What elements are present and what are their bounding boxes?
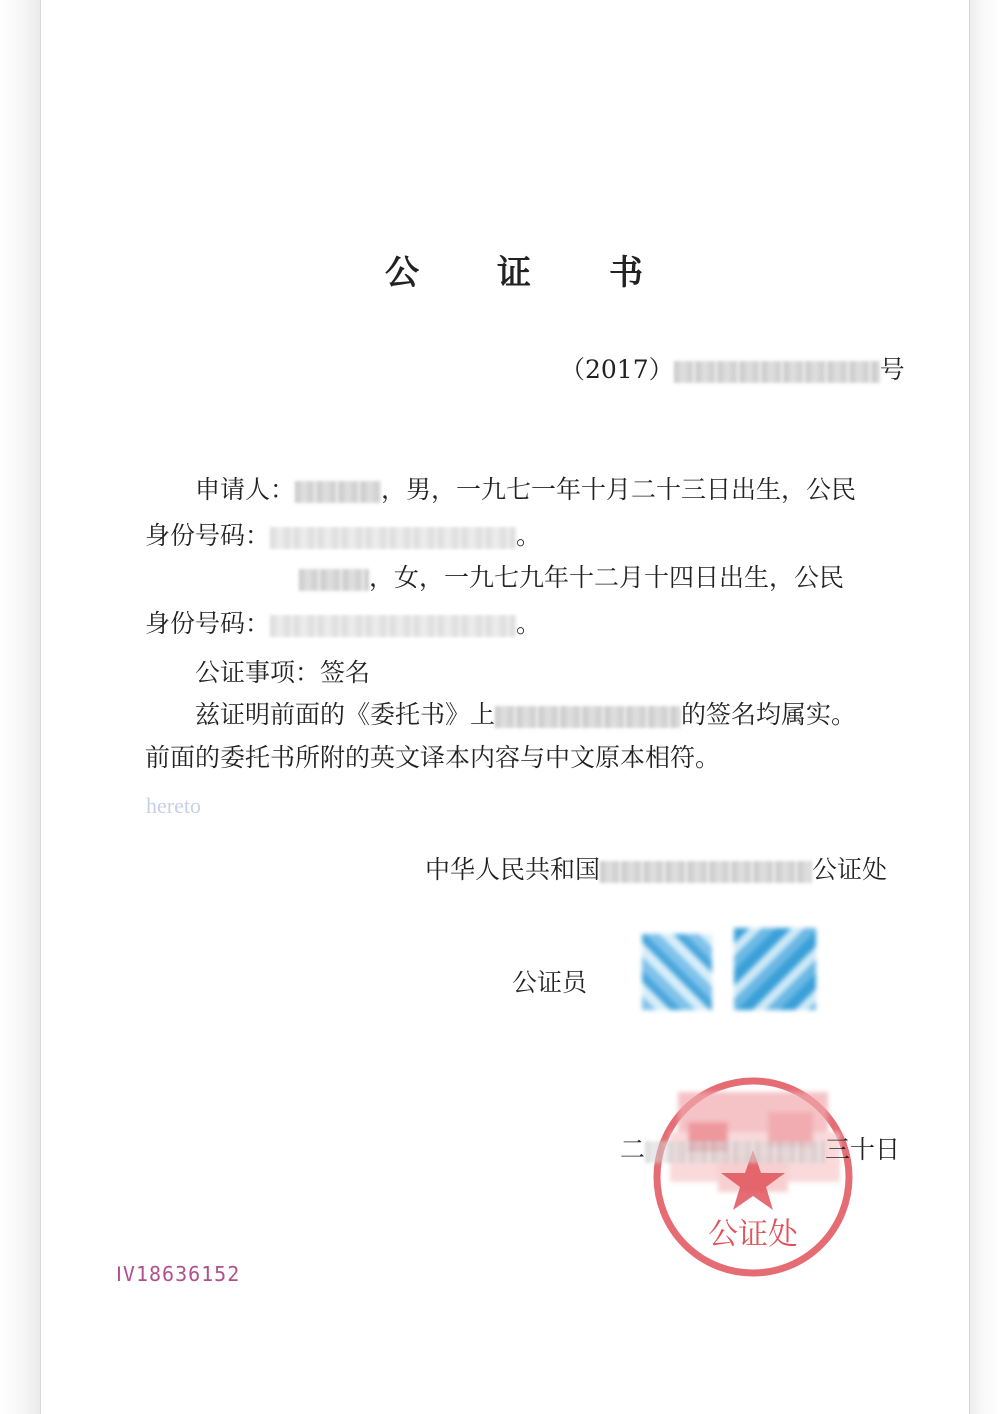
document-title — [385, 245, 721, 294]
body-prefix: 兹证明前面的《委托书》上 — [195, 700, 496, 729]
date-suffix: 三十日 — [825, 1135, 901, 1164]
redacted-names — [495, 706, 681, 728]
id-end: 。 — [516, 609, 542, 638]
applicant-2-details: ，女，一九七九年十二月十四日出生，公民 — [369, 563, 845, 592]
redacted-name — [295, 481, 381, 503]
redacted-id — [270, 615, 516, 637]
applicant-2-line — [299, 563, 844, 593]
scan-edge-right — [969, 0, 1000, 1414]
redacted-name — [299, 569, 369, 591]
notary-office — [425, 855, 887, 885]
applicant-1-id-line — [145, 521, 541, 551]
applicant-label: 申请人： — [195, 475, 296, 504]
document-number — [560, 355, 905, 385]
issue-date — [620, 1135, 900, 1165]
date-prefix: 二 — [620, 1135, 646, 1164]
seal-text: 公证处 — [708, 1217, 798, 1252]
serial-number: ⅠV18636152 — [116, 1262, 241, 1286]
translation-statement: 前面的委托书所附的英文译本内容与中文原本相符。 — [145, 743, 721, 772]
notarization-matter — [195, 658, 370, 688]
matter-value: 签名 — [320, 658, 371, 687]
redacted-date — [645, 1141, 825, 1163]
certification-text — [195, 700, 856, 730]
redacted-city — [600, 861, 812, 883]
applicant-2-id-line — [145, 609, 541, 639]
redacted-id — [270, 527, 516, 549]
title-char: 书 — [609, 253, 643, 293]
id-label: 身份号码： — [145, 521, 271, 550]
applicant-1-line — [195, 475, 856, 505]
doc-number-suffix: 号 — [879, 355, 905, 384]
scan-edge-left — [0, 0, 41, 1414]
official-seal — [648, 1072, 858, 1282]
notary-signature — [630, 928, 830, 1014]
office-suffix: 公证处 — [812, 855, 888, 884]
office-prefix: 中华人民共和国 — [425, 855, 601, 884]
body-suffix: 的签名均属实。 — [681, 700, 857, 729]
matter-label: 公证事项： — [195, 658, 321, 687]
applicant-1-details: ，男，一九七一年十月二十三日出生，公民 — [381, 475, 857, 504]
redacted-number — [674, 361, 880, 383]
notary-label: 公证员 — [512, 968, 588, 997]
doc-number-prefix: （2017） — [560, 355, 674, 384]
id-end: 。 — [516, 521, 542, 550]
title-char: 证 — [497, 253, 531, 293]
bleed-through-text: hereto — [146, 793, 201, 818]
id-label: 身份号码： — [145, 609, 271, 638]
title-char: 公 — [385, 253, 419, 293]
